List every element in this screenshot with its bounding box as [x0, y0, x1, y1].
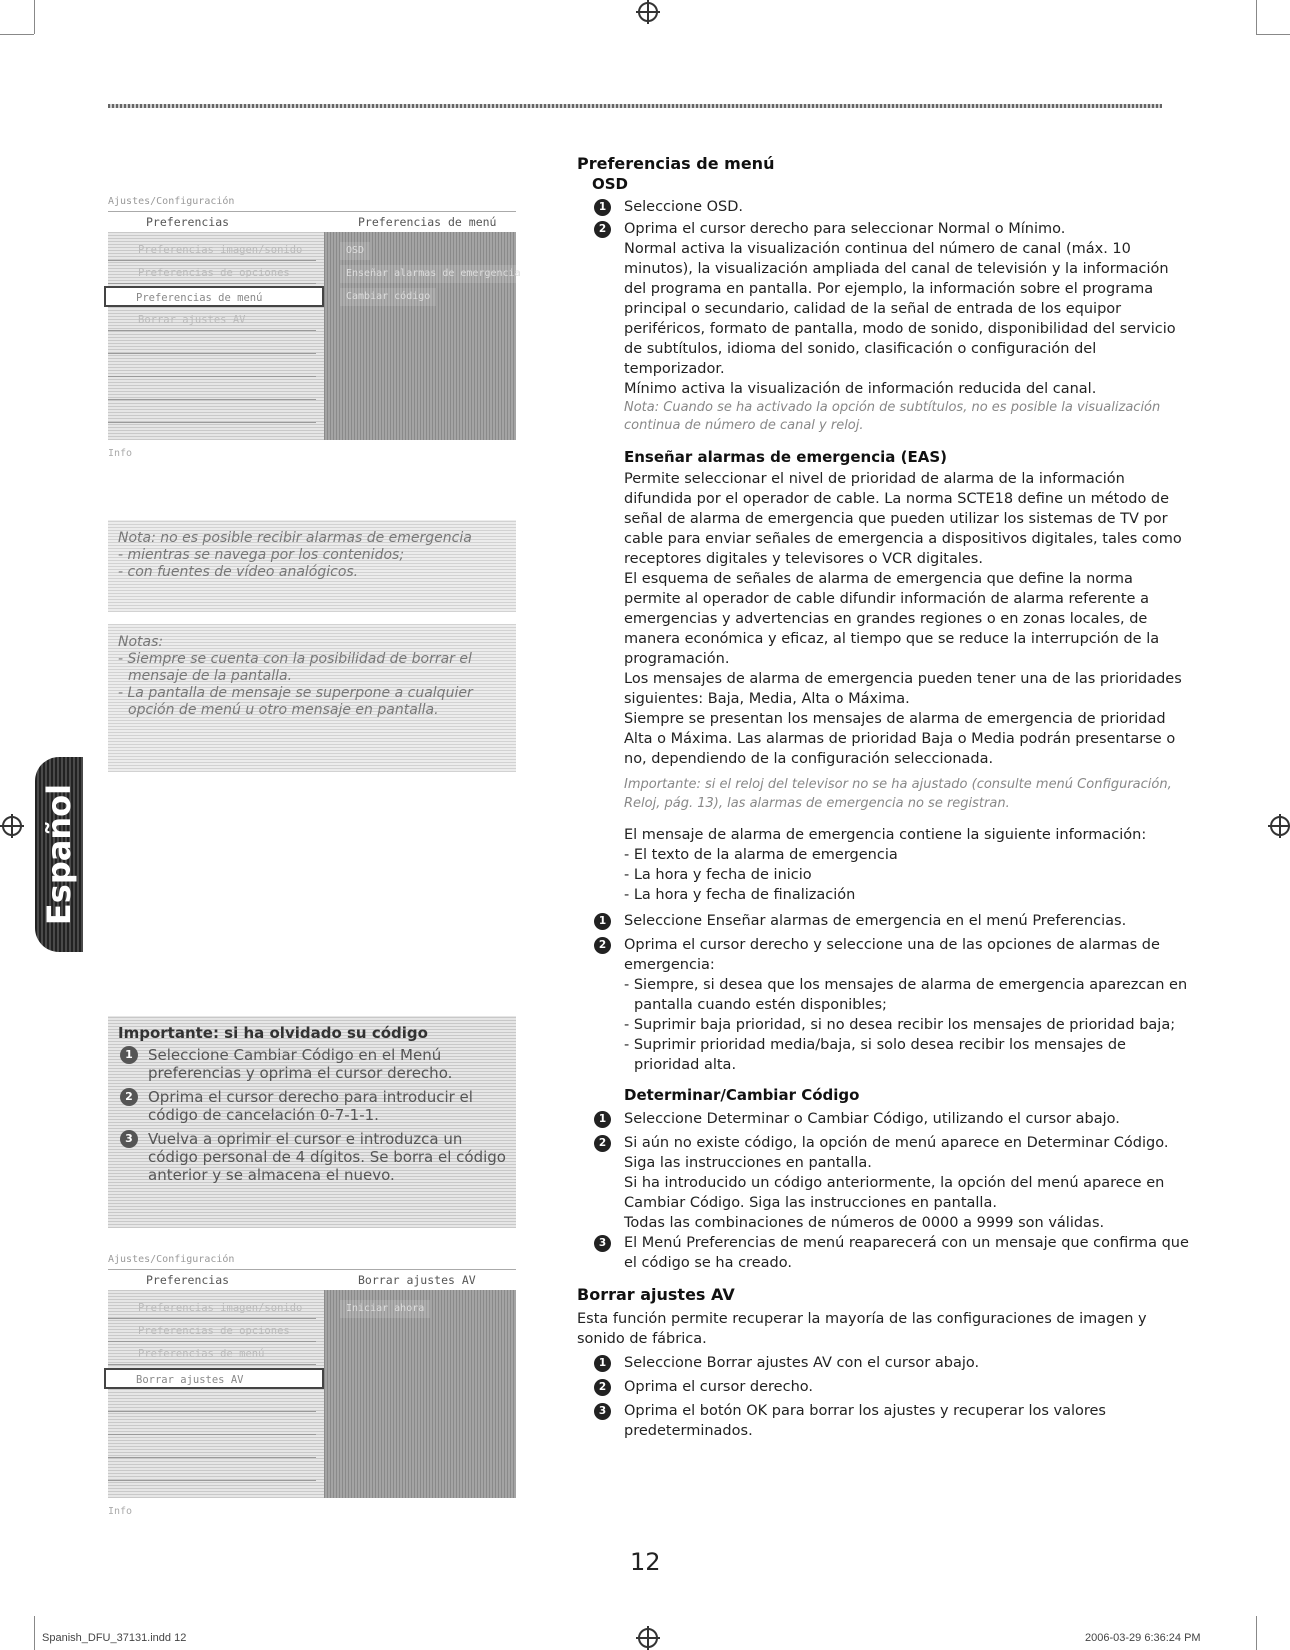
menu-item-empty	[108, 333, 316, 354]
language-tab-label: Español	[40, 783, 78, 926]
option-list	[577, 975, 1189, 1075]
important-step	[118, 1130, 506, 1184]
menu-item-empty	[108, 1414, 316, 1435]
note-line: mensaje de la pantalla.	[128, 668, 293, 684]
menu-item[interactable]: Preferencias de opciones	[108, 1321, 316, 1342]
registration-mark-icon	[638, 1628, 658, 1648]
step-text: Seleccione Enseñar alarmas de emergencia en el menú Preferencias.	[624, 913, 1127, 929]
menu-col-left: Preferencias	[146, 1273, 230, 1287]
step-number-1-icon: 1	[120, 1046, 138, 1064]
list-item: - Siempre, si desea que los mensajes de alarma de emergencia aparezcan en pantalla cuando estén disponibles;	[624, 977, 1188, 1013]
registration-mark-icon	[1270, 816, 1290, 836]
menu-item-empty	[108, 1437, 316, 1458]
list-item: - La hora y fecha de finalización	[624, 887, 856, 903]
step-text: Seleccione Determinar o Cambiar Código, utilizando el cursor abajo.	[624, 1111, 1120, 1127]
step-item	[577, 219, 1189, 239]
note-box-emergency	[108, 520, 516, 612]
step-number-1-icon: 1	[594, 1355, 611, 1372]
list-item: - Suprimir baja prioridad, si no desea recibir los mensajes de prioridad baja;	[624, 1017, 1176, 1033]
step-item	[577, 911, 1189, 931]
menu-column-headers	[108, 1270, 516, 1290]
note-line: Nota: no es posible recibir alarmas de emergencia	[118, 530, 472, 546]
step-number-2-icon: 2	[120, 1088, 138, 1106]
menu-item-empty	[108, 356, 316, 377]
menu-col-right: Preferencias de menú	[358, 215, 497, 229]
step-item	[577, 1401, 1189, 1441]
step-text: Oprima el botón OK para borrar los ajustes y recuperar los valores predeterminados.	[624, 1403, 1106, 1439]
step-item	[577, 1233, 1189, 1273]
list-item: - El texto de la alarma de emergencia	[624, 847, 898, 863]
menu-title: Ajustes/Configuración	[108, 196, 235, 207]
step-item	[577, 1377, 1189, 1397]
step-item	[577, 935, 1189, 975]
step-number-2-icon: 2	[594, 937, 611, 954]
menu-col-left: Preferencias	[146, 215, 230, 229]
menu-right-pane	[324, 1290, 516, 1498]
menu-col-right: Borrar ajustes AV	[358, 1273, 476, 1287]
list-item: - La hora y fecha de inicio	[624, 867, 812, 883]
step-item	[577, 1133, 1189, 1173]
note-text: Nota: Cuando se ha activado la opción de subtítulos, no es posible la visualización continua de número de canal y reloj.	[624, 400, 1161, 433]
menu-item-empty	[108, 1460, 316, 1481]
menu-option[interactable]: Cambiar código	[340, 288, 436, 306]
menu-option[interactable]: Enseñar alarmas de emergencia	[340, 265, 527, 283]
menu-right-pane	[324, 232, 516, 440]
menu-item[interactable]: Preferencias de menú	[108, 1344, 316, 1365]
registration-mark-icon	[2, 816, 22, 836]
paragraph: El mensaje de alarma de emergencia contiene la siguiente información:	[624, 827, 1147, 843]
menu-info-label: Info	[108, 1506, 133, 1517]
subsection-heading: Determinar/Cambiar Código	[624, 1086, 860, 1104]
step-number-1-icon: 1	[594, 199, 611, 216]
menu-item[interactable]: Preferencias de opciones	[108, 263, 316, 284]
menu-option[interactable]: OSD	[340, 242, 370, 260]
step-text: El Menú Preferencias de menú reaparecerá con un mensaje que confirma que el código se ha creado.	[624, 1235, 1189, 1271]
step-text: Oprima el cursor derecho.	[624, 1379, 813, 1395]
important-step-text: Oprima el cursor derecho para introducir el código de cancelación 0-7-1-1.	[148, 1088, 473, 1124]
slug-timestamp: 2006-03-29 6:36:24 PM	[1085, 1632, 1201, 1644]
step-text: Oprima el cursor derecho y seleccione una de las opciones de alarmas de emergencia:	[624, 937, 1160, 973]
paragraph: Si ha introducido un código anteriormente, la opción del menú aparece en Cambiar Código. Siga las instrucciones en pantalla.	[624, 1175, 1165, 1211]
step-number-2-icon: 2	[594, 221, 611, 238]
menu-column-headers	[108, 212, 516, 232]
important-step-text: Seleccione Cambiar Código en el Menú preferencias y oprima el cursor derecho.	[148, 1046, 453, 1082]
subsection-heading: OSD	[592, 175, 629, 193]
paragraph: Esta función permite recuperar la mayoría de las configuraciones de imagen y sonido de fábrica.	[577, 1311, 1147, 1347]
page-number: 12	[630, 1548, 661, 1576]
step-number-3-icon: 3	[594, 1235, 611, 1252]
right-column	[577, 154, 1189, 1441]
menu-body	[108, 1290, 516, 1498]
important-step	[118, 1088, 506, 1124]
registration-mark-icon	[638, 2, 658, 22]
note-line: - Siempre se cuenta con la posibilidad de borrar el	[118, 651, 472, 667]
note-line: - con fuentes de vídeo analógicos.	[118, 564, 359, 580]
step-number-1-icon: 1	[594, 913, 611, 930]
slug-filename: Spanish_DFU_37131.indd 12	[42, 1632, 187, 1644]
important-step-text: Vuelva a oprimir el cursor e introduzca un código personal de 4 dígitos. Se borra el código anterior y se almacena el nuevo.	[148, 1130, 506, 1184]
language-tab	[35, 757, 83, 952]
crop-mark	[1256, 34, 1290, 35]
menu-item[interactable]: Borrar ajustes AV	[108, 310, 316, 331]
list-item: - Suprimir prioridad media/baja, si solo desea recibir los mensajes de prioridad alta.	[624, 1037, 1126, 1073]
crop-mark	[0, 34, 34, 35]
important-box-forgot-code	[108, 1016, 516, 1228]
step-number-1-icon: 1	[594, 1111, 611, 1128]
paragraph: Los mensajes de alarma de emergencia pueden tener una de las prioridades siguientes: Baja, Media, Alta o Máxima.	[624, 671, 1182, 707]
menu-option[interactable]: Iniciar ahora	[340, 1300, 430, 1318]
menu-item[interactable]: Preferencias imagen/sonido	[108, 240, 316, 261]
paragraph: Todas las combinaciones de números de 0000 a 9999 son válidas.	[624, 1215, 1105, 1231]
menu-screenshot-borrar-ajustes	[108, 1254, 516, 1517]
step-number-3-icon: 3	[594, 1403, 611, 1420]
menu-screenshot-preferencias-menu	[108, 196, 521, 459]
menu-item-empty	[108, 1391, 316, 1412]
paragraph: El esquema de señales de alarma de emergencia que define la norma permite al operador de cable difundir información de alarma referente a emergencias y advertencias en grandes regiones o en zonas locales, de manera económica y eficaz, al tiempo que se reduce la interrupción de la programación.	[624, 571, 1160, 667]
paragraph: Siempre se presentan los mensajes de alarma de emergencia de prioridad Alta o Máxima. Las alarmas de prioridad Baja o Media podrán presentarse o no, dependiendo de la configuración seleccionada.	[624, 711, 1176, 767]
subsection-heading: Enseñar alarmas de emergencia (EAS)	[624, 448, 947, 466]
note-box-messages	[108, 624, 516, 772]
important-note: Importante: si el reloj del televisor no se ha ajustado (consulte menú Configuración, Reloj, pág. 13), las alarmas de emergencia no se registran.	[624, 777, 1172, 811]
menu-title: Ajustes/Configuración	[108, 1254, 235, 1265]
step-item	[577, 1353, 1189, 1373]
note-line: - mientras se navega por los contenidos;	[118, 547, 405, 563]
step-number-3-icon: 3	[120, 1130, 138, 1148]
step-text: Seleccione Borrar ajustes AV con el cursor abajo.	[624, 1355, 980, 1371]
step-item	[577, 197, 1189, 217]
crop-mark	[1256, 1616, 1257, 1650]
section-heading: Borrar ajustes AV	[577, 1285, 735, 1304]
paragraph: Permite seleccionar el nivel de prioridad de alarma de la información difundida por el operador de cable. La norma SCTE18 define un método de señal de alarma de emergencia que pueden utilizar los sistemas de TV por cable para enviar señales de emergencia a dispositivos digitales, tales como receptores digitales y televisores o VCR digitales.	[624, 471, 1182, 567]
note-line: Notas:	[118, 634, 164, 650]
crop-mark	[34, 1616, 35, 1650]
crop-mark	[34, 0, 35, 34]
menu-item-selected[interactable]: Preferencias de menú	[104, 286, 324, 307]
note-line: - La pantalla de mensaje se superpone a cualquier	[118, 685, 473, 701]
section-heading: Preferencias de menú	[577, 154, 775, 173]
note-line: opción de menú u otro mensaje en pantalla.	[128, 702, 439, 718]
menu-item-empty	[108, 379, 316, 400]
paragraph: Mínimo activa la visualización de información reducida del canal.	[624, 381, 1097, 397]
step-number-2-icon: 2	[594, 1379, 611, 1396]
important-step	[118, 1046, 506, 1082]
step-text: Si aún no existe código, la opción de menú aparece en Determinar Código. Siga las instrucciones en pantalla.	[624, 1135, 1169, 1171]
menu-item-selected[interactable]: Borrar ajustes AV	[104, 1368, 324, 1389]
menu-item[interactable]: Preferencias imagen/sonido	[108, 1298, 316, 1319]
menu-item-empty	[108, 402, 316, 423]
crop-mark	[1256, 0, 1257, 34]
important-box-title: Importante: si ha olvidado su código	[118, 1024, 428, 1042]
step-text: Oprima el cursor derecho para seleccionar Normal o Mínimo.	[624, 221, 1066, 237]
step-item	[577, 1109, 1189, 1129]
paragraph: Normal activa la visualización continua del número de canal (máx. 10 minutos), la visualización ampliada del canal de televisión y la información del programa en pantalla. Por ejemplo, la información sobre el programa principal o secundario, calidad de la señal de entrada de los equipor periféricos, formato de pantalla, modo de sonido, disponibilidad del servicio de subtítulos, idioma del sonido, clasificación o configuración del temporizador.	[624, 241, 1176, 377]
step-text: Seleccione OSD.	[624, 199, 744, 215]
header-band	[108, 104, 1162, 108]
menu-info-label: Info	[108, 448, 133, 459]
step-number-2-icon: 2	[594, 1135, 611, 1152]
menu-body	[108, 232, 521, 440]
